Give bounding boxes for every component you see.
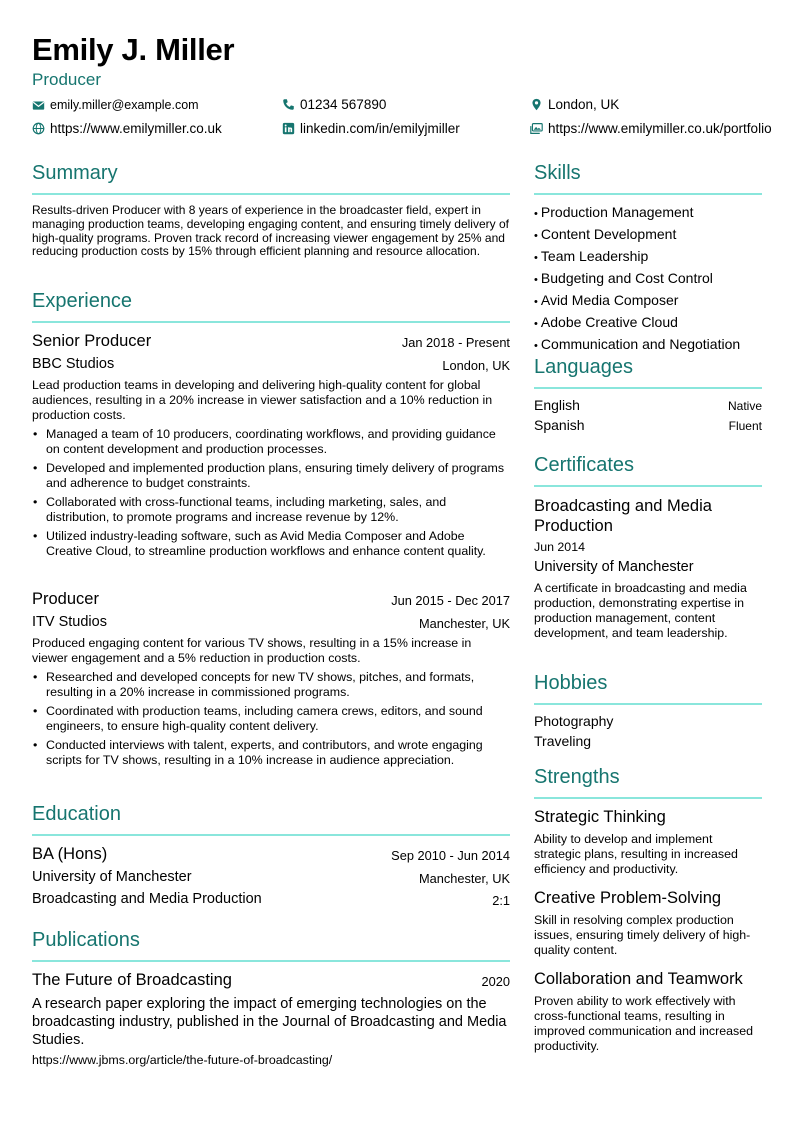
strength-description: Skill in resolving complex production issues, ensuring timely delivery of high-quality content.: [534, 913, 751, 957]
summary-text: Results-driven Producer with 8 years of experience in the broadcaster field, expert in managing production teams, developing engaging content, and ensuring timely delivery of high-quality programs. Proven track record of increasing viewer engagement by 25% and reducing production costs by 15% through efficient planning and resource allocation.: [32, 203, 509, 259]
skills-divider: [534, 193, 762, 195]
portfolio-link[interactable]: https://www.emilymiller.co.uk/portfolio: [548, 121, 772, 136]
phone-text: 01234 567890: [300, 97, 387, 112]
job-bullet: • Managed a team of 10 producers, coordinating workflows, and providing guidance on content development and production processes.: [32, 427, 510, 457]
certificate-issuer: University of Manchester: [534, 559, 694, 575]
skills-heading: Skills: [534, 162, 581, 184]
job-location: Manchester, UK: [418, 616, 510, 631]
candidate-name: Emily J. Miller: [32, 32, 235, 67]
contact-email[interactable]: [32, 98, 199, 112]
publication-title: The Future of Broadcasting: [32, 971, 232, 989]
language-row: [534, 397, 762, 413]
contact-phone[interactable]: [282, 97, 386, 112]
skill-item: • Production Management: [534, 202, 762, 224]
job-bullet: • Developed and implemented production plans, ensuring timely delivery of programs and adherence to budget constraints.: [32, 461, 510, 491]
certificate-title: Broadcasting and Media Production: [534, 497, 712, 535]
education-divider: [32, 834, 510, 836]
portfolio-icon: [530, 122, 543, 135]
skill-item: • Adobe Creative Cloud: [534, 312, 762, 334]
strength-description: Proven ability to work effectively with cross-functional teams, resulting in improved communication and increased productivity.: [534, 994, 754, 1053]
certificate-date: Jun 2014: [534, 540, 585, 554]
job-bullet: • Coordinated with production teams, including camera crews, editors, and sound engineers, to ensure high-quality content delivery.: [32, 704, 510, 734]
degree: BA (Hons): [32, 845, 108, 863]
linkedin-link[interactable]: linkedin.com/in/emilyjmiller: [300, 121, 460, 136]
map-pin-icon: [530, 98, 543, 111]
publication-description: A research paper exploring the impact of emerging technologies on the broadcasting industry, published in the Journal of Broadcasting and Media Studies.: [32, 996, 507, 1048]
publication-year: 2020: [481, 974, 510, 989]
skill-item: • Content Development: [534, 224, 762, 246]
job-dates: Jun 2015 - Dec 2017: [391, 593, 510, 608]
job-company: ITV Studios: [32, 614, 107, 630]
contact-website[interactable]: [32, 121, 222, 136]
education-location: Manchester, UK: [418, 871, 510, 886]
job-bullet: • Researched and developed concepts for new TV shows, pitches, and formats, resulting in a 20% increase in commissioned programs.: [32, 670, 510, 700]
publication-link[interactable]: https://www.jbms.org/article/the-future-of-broadcasting/: [32, 1053, 333, 1067]
contact-portfolio[interactable]: [530, 121, 772, 136]
globe-icon: [32, 122, 45, 135]
education-field: Broadcasting and Media Production: [32, 891, 262, 907]
strength-title: Strategic Thinking: [534, 808, 666, 826]
job-bullet: • Collaborated with cross-functional teams, including marketing, sales, and distribution, to promote programs and increase revenue by 12%.: [32, 495, 510, 525]
strengths-heading: Strengths: [534, 766, 620, 788]
languages-heading: Languages: [534, 356, 633, 378]
hobby-item: Photography: [534, 713, 614, 729]
hobbies-divider: [534, 703, 762, 705]
job-bullet: • Conducted interviews with talent, experts, and contributors, and wrote engaging scripts for TV shows, resulting in a 10% increase in audience appreciation.: [32, 738, 510, 768]
job-bullets: [32, 427, 510, 563]
job-bullets: [32, 670, 510, 772]
contact-location: [530, 97, 619, 112]
job-title: Producer: [32, 70, 101, 89]
publications-divider: [32, 960, 510, 962]
language-level: Native: [727, 399, 762, 413]
job-dates: Jan 2018 - Present: [401, 335, 510, 350]
languages-divider: [534, 387, 762, 389]
language-row: [534, 417, 762, 433]
skills-list: [534, 202, 762, 356]
contact-linkedin[interactable]: [282, 121, 460, 136]
job-role: Senior Producer: [32, 332, 152, 350]
summary-divider: [32, 193, 510, 195]
experience-divider: [32, 321, 510, 323]
hobbies-heading: Hobbies: [534, 672, 608, 694]
skill-item: • Budgeting and Cost Control: [534, 268, 762, 290]
skill-item: • Communication and Negotiation: [534, 334, 762, 356]
skill-item: • Team Leadership: [534, 246, 762, 268]
education-heading: Education: [32, 803, 121, 825]
education-dates: Sep 2010 - Jun 2014: [391, 848, 510, 863]
job-bullet: • Utilized industry-leading software, such as Avid Media Composer and Adobe Creative Cloud, to streamline production workflows and enhance content quality.: [32, 529, 510, 559]
language-name: English: [534, 397, 580, 413]
experience-heading: Experience: [32, 290, 133, 312]
education-school: University of Manchester: [32, 869, 192, 885]
certificates-heading: Certificates: [534, 454, 635, 476]
summary-heading: Summary: [32, 162, 118, 184]
certificate-description: A certificate in broadcasting and media production, demonstrating expertise in production management, content development, and team leadership.: [534, 581, 747, 640]
strengths-divider: [534, 797, 762, 799]
education-grade: 2:1: [492, 893, 510, 908]
linkedin-icon: [282, 122, 295, 135]
strength-description: Ability to develop and implement strategic plans, resulting in increased efficiency and productivity.: [534, 832, 738, 876]
phone-icon: [282, 98, 295, 111]
strength-title: Creative Problem-Solving: [534, 889, 722, 907]
skill-item: • Avid Media Composer: [534, 290, 762, 312]
certificates-divider: [534, 485, 762, 487]
website-link[interactable]: https://www.emilymiller.co.uk: [50, 121, 222, 136]
strength-title: Collaboration and Teamwork: [534, 970, 743, 988]
publications-heading: Publications: [32, 929, 140, 951]
language-level: Fluent: [728, 419, 762, 433]
hobby-item: Traveling: [534, 733, 592, 749]
job-location: London, UK: [442, 358, 510, 373]
job-description: Lead production teams in developing and delivering high-quality content for global audiences, resulting in a 20% increase in viewer satisfaction and a 10% reduction in production costs.: [32, 378, 493, 422]
job-role: Producer: [32, 590, 99, 608]
job-company: BBC Studios: [32, 356, 115, 372]
email-text: emily.miller@example.com: [50, 98, 199, 112]
envelope-icon: [32, 99, 45, 112]
job-description: Produced engaging content for various TV shows, resulting in a 15% increase in viewer engagement and a 5% reduction in production costs.: [32, 636, 472, 665]
location-text: London, UK: [548, 97, 620, 112]
language-name: Spanish: [534, 417, 585, 433]
